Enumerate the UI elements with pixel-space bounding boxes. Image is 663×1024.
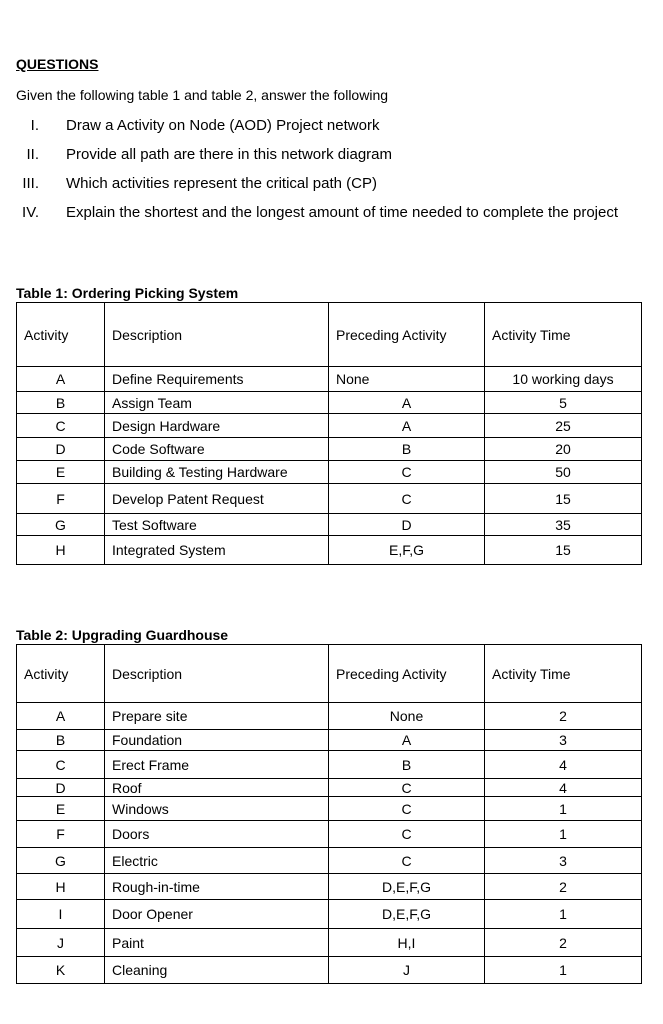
table-row: [17, 929, 642, 957]
preceding-cell: None: [329, 703, 485, 730]
preceding-cell: None: [329, 367, 485, 392]
intro-text: Given the following table 1 and table 2, answer the following: [16, 87, 389, 103]
table-row: [17, 461, 642, 484]
table-row: [17, 514, 642, 536]
time-cell: 2: [485, 874, 642, 900]
preceding-cell: H,I: [329, 929, 485, 957]
activity-cell: F: [17, 484, 105, 514]
question-text: Explain the shortest and the longest amount of time needed to complete the project: [66, 204, 619, 221]
time-cell: 2: [485, 703, 642, 730]
activity-cell: D: [17, 779, 105, 797]
description-cell: Code Software: [105, 438, 329, 461]
preceding-cell: B: [329, 438, 485, 461]
activity-cell: I: [17, 900, 105, 929]
column-header: Activity: [17, 645, 105, 703]
time-cell: 1: [485, 900, 642, 929]
question-item: [0, 203, 663, 245]
preceding-cell: A: [329, 730, 485, 751]
preceding-cell: C: [329, 461, 485, 484]
time-cell: 15: [485, 484, 642, 514]
activity-cell: B: [17, 730, 105, 751]
description-cell: Develop Patent Request: [105, 484, 329, 514]
table-row: [17, 797, 642, 821]
question-number: IV.: [22, 204, 39, 221]
table-row: [17, 367, 642, 392]
activity-cell: J: [17, 929, 105, 957]
time-cell: 4: [485, 751, 642, 779]
table-row: [17, 484, 642, 514]
table-row: [17, 751, 642, 779]
description-cell: Erect Frame: [105, 751, 329, 779]
time-cell: 35: [485, 514, 642, 536]
activity-cell: E: [17, 797, 105, 821]
activity-cell: G: [17, 514, 105, 536]
preceding-cell: C: [329, 797, 485, 821]
time-cell: 50: [485, 461, 642, 484]
table-row: [17, 438, 642, 461]
description-cell: Building & Testing Hardware: [105, 461, 329, 484]
question-number: I.: [30, 117, 39, 134]
time-cell: 2: [485, 929, 642, 957]
table-row: [17, 703, 642, 730]
preceding-cell: C: [329, 821, 485, 848]
activity-cell: A: [17, 367, 105, 392]
description-cell: Cleaning: [105, 957, 329, 984]
preceding-cell: E,F,G: [329, 536, 485, 565]
question-item: [0, 116, 663, 136]
time-cell: 1: [485, 821, 642, 848]
time-cell: 4: [485, 779, 642, 797]
activity-cell: B: [17, 392, 105, 414]
table1-caption: Table 1: Ordering Picking System: [16, 285, 239, 301]
preceding-cell: J: [329, 957, 485, 984]
preceding-cell: D,E,F,G: [329, 874, 485, 900]
question-item: [0, 145, 663, 165]
column-header: Preceding Activity: [329, 645, 485, 703]
column-header: Activity Time: [485, 645, 642, 703]
table2-caption: Table 2: Upgrading Guardhouse: [16, 627, 229, 643]
preceding-cell: D: [329, 514, 485, 536]
time-cell: 10 working days: [485, 367, 642, 392]
column-header: Description: [105, 645, 329, 703]
activity-cell: H: [17, 874, 105, 900]
table2: [16, 644, 642, 984]
preceding-cell: C: [329, 779, 485, 797]
table1: [16, 302, 642, 565]
question-number: II.: [26, 146, 39, 163]
table-row: [17, 957, 642, 984]
table-row: [17, 848, 642, 874]
table-row: [17, 536, 642, 565]
activity-cell: G: [17, 848, 105, 874]
table-row: [17, 730, 642, 751]
description-cell: Integrated System: [105, 536, 329, 565]
preceding-cell: C: [329, 484, 485, 514]
activity-cell: C: [17, 414, 105, 438]
description-cell: Windows: [105, 797, 329, 821]
description-cell: Design Hardware: [105, 414, 329, 438]
table-row: [17, 874, 642, 900]
time-cell: 25: [485, 414, 642, 438]
preceding-cell: B: [329, 751, 485, 779]
question-text: Provide all path are there in this network diagram: [66, 146, 393, 163]
table-row: [17, 779, 642, 797]
question-text: Which activities represent the critical path (CP): [66, 175, 377, 192]
description-cell: Assign Team: [105, 392, 329, 414]
question-number: III.: [22, 175, 39, 192]
description-cell: Door Opener: [105, 900, 329, 929]
time-cell: 20: [485, 438, 642, 461]
column-header: Description: [105, 303, 329, 367]
question-item: [0, 174, 663, 194]
time-cell: 15: [485, 536, 642, 565]
table-header-row: [17, 645, 642, 703]
description-cell: Rough-in-time: [105, 874, 329, 900]
page-title: QUESTIONS: [16, 56, 99, 72]
time-cell: 3: [485, 730, 642, 751]
column-header: Activity: [17, 303, 105, 367]
activity-cell: H: [17, 536, 105, 565]
description-cell: Define Requirements: [105, 367, 329, 392]
time-cell: 5: [485, 392, 642, 414]
activity-cell: F: [17, 821, 105, 848]
activity-cell: D: [17, 438, 105, 461]
preceding-cell: A: [329, 414, 485, 438]
description-cell: Electric: [105, 848, 329, 874]
column-header: Preceding Activity: [329, 303, 485, 367]
column-header: Activity Time: [485, 303, 642, 367]
preceding-cell: A: [329, 392, 485, 414]
description-cell: Roof: [105, 779, 329, 797]
activity-cell: E: [17, 461, 105, 484]
activity-cell: K: [17, 957, 105, 984]
preceding-cell: C: [329, 848, 485, 874]
table-row: [17, 392, 642, 414]
table-row: [17, 414, 642, 438]
table-header-row: [17, 303, 642, 367]
description-cell: Test Software: [105, 514, 329, 536]
activity-cell: C: [17, 751, 105, 779]
time-cell: 1: [485, 797, 642, 821]
description-cell: Foundation: [105, 730, 329, 751]
preceding-cell: D,E,F,G: [329, 900, 485, 929]
activity-cell: A: [17, 703, 105, 730]
time-cell: 3: [485, 848, 642, 874]
description-cell: Paint: [105, 929, 329, 957]
description-cell: Doors: [105, 821, 329, 848]
time-cell: 1: [485, 957, 642, 984]
table-row: [17, 900, 642, 929]
question-text: Draw a Activity on Node (AOD) Project network: [66, 117, 380, 134]
table-row: [17, 821, 642, 848]
description-cell: Prepare site: [105, 703, 329, 730]
